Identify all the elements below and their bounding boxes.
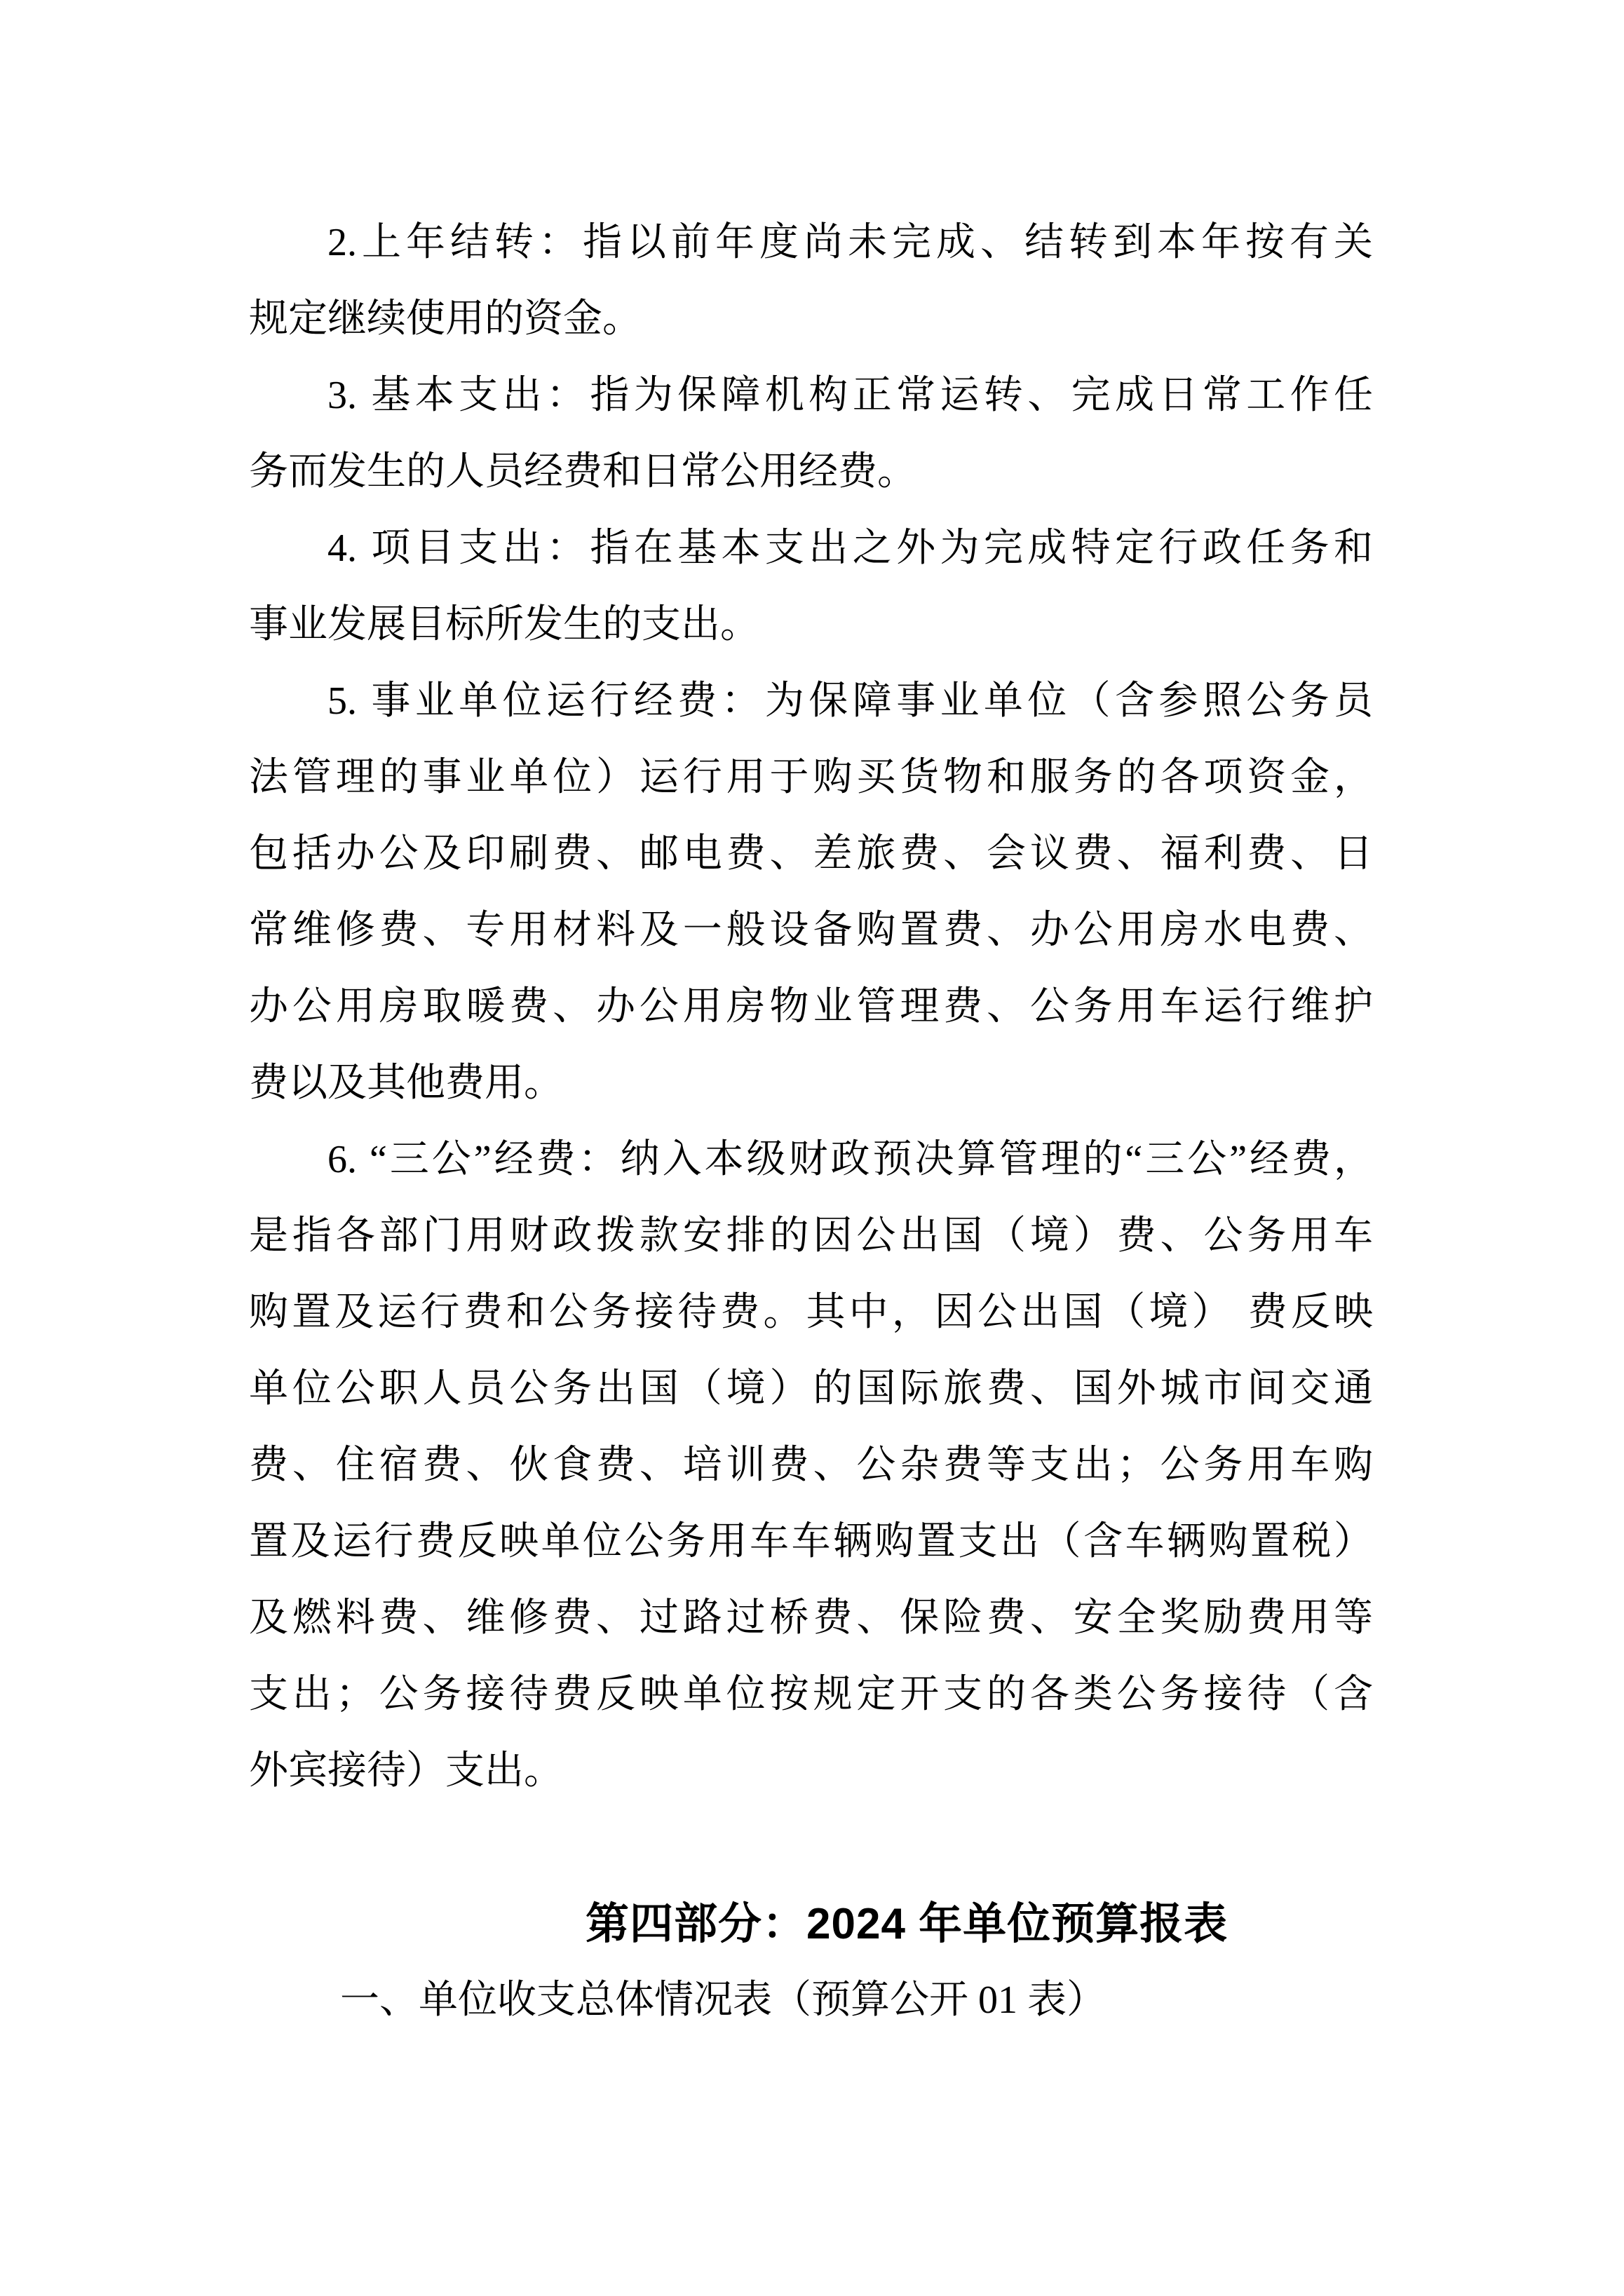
text-line: 5. 事业单位运行经费：为保障事业单位（含参照公务员 (327, 679, 1373, 723)
document-body (249, 205, 1373, 2039)
text-line: 是指各部门用财政拨款安排的因公出国（境）费、公务用车 (249, 1214, 1373, 1258)
text-line: 支出；公务接待费反映单位按规定开支的各类公务接待（含 (249, 1673, 1373, 1716)
text-line: 办公用房取暖费、办公用房物业管理费、公务用车运行维护 (249, 985, 1373, 1028)
text-line: 购置及运行费和公务接待费。其中，因公出国（境） 费反映 (249, 1291, 1373, 1334)
section-heading: 第四部分：2024 年单位预算报表 (586, 1900, 1229, 1948)
text-line: 常维修费、专用材料及一般设备购置费、办公用房水电费、 (249, 909, 1373, 952)
text-line: 3. 基本支出：指为保障机构正常运转、完成日常工作任 (327, 374, 1373, 417)
text-line: 6. “三公”经费：纳入本级财政预决算管理的“三公”经费， (327, 1138, 1373, 1181)
paragraph-three-public-funds (249, 1122, 1373, 1809)
text-line: 法管理的事业单位）运行用于购买货物和服务的各项资金， (249, 756, 1373, 799)
text-line: 费、住宿费、伙食费、培训费、公杂费等支出；公务用车购 (249, 1444, 1373, 1487)
paragraph-basic-expenditure (249, 358, 1373, 510)
paragraph-prior-year-carryover (249, 205, 1373, 358)
text-line: 务而发生的人员经费和日常公用经费。 (249, 450, 916, 494)
text-line: 费以及其他费用。 (249, 1061, 563, 1105)
text-line: 4. 项目支出：指在基本支出之外为完成特定行政任务和 (327, 527, 1373, 570)
text-line: 2.上年结转：指以前年度尚未完成、结转到本年按有关 (327, 221, 1373, 264)
text-line: 外宾接待）支出。 (249, 1749, 563, 1793)
text-line: 事业发展目标所发生的支出。 (249, 603, 759, 646)
paragraph-project-expenditure (249, 510, 1373, 663)
blank-line (249, 1809, 1373, 1886)
subsection-heading: 一、单位收支总体情况表（预算公开 01 表） (340, 1978, 1106, 2022)
text-line: 单位公职人员公务出国（境）的国际旅费、国外城市间交通 (249, 1367, 1373, 1411)
paragraph-institution-operating-funds (249, 663, 1373, 1122)
text-line: 置及运行费反映单位公务用车车辆购置支出（含车辆购置税） (249, 1520, 1373, 1563)
text-line: 包括办公及印刷费、邮电费、差旅费、会议费、福利费、日 (249, 832, 1373, 876)
text-line: 及燃料费、维修费、过路过桥费、保险费、安全奖励费用等 (249, 1596, 1373, 1640)
text-line: 规定继续使用的资金。 (249, 297, 642, 341)
